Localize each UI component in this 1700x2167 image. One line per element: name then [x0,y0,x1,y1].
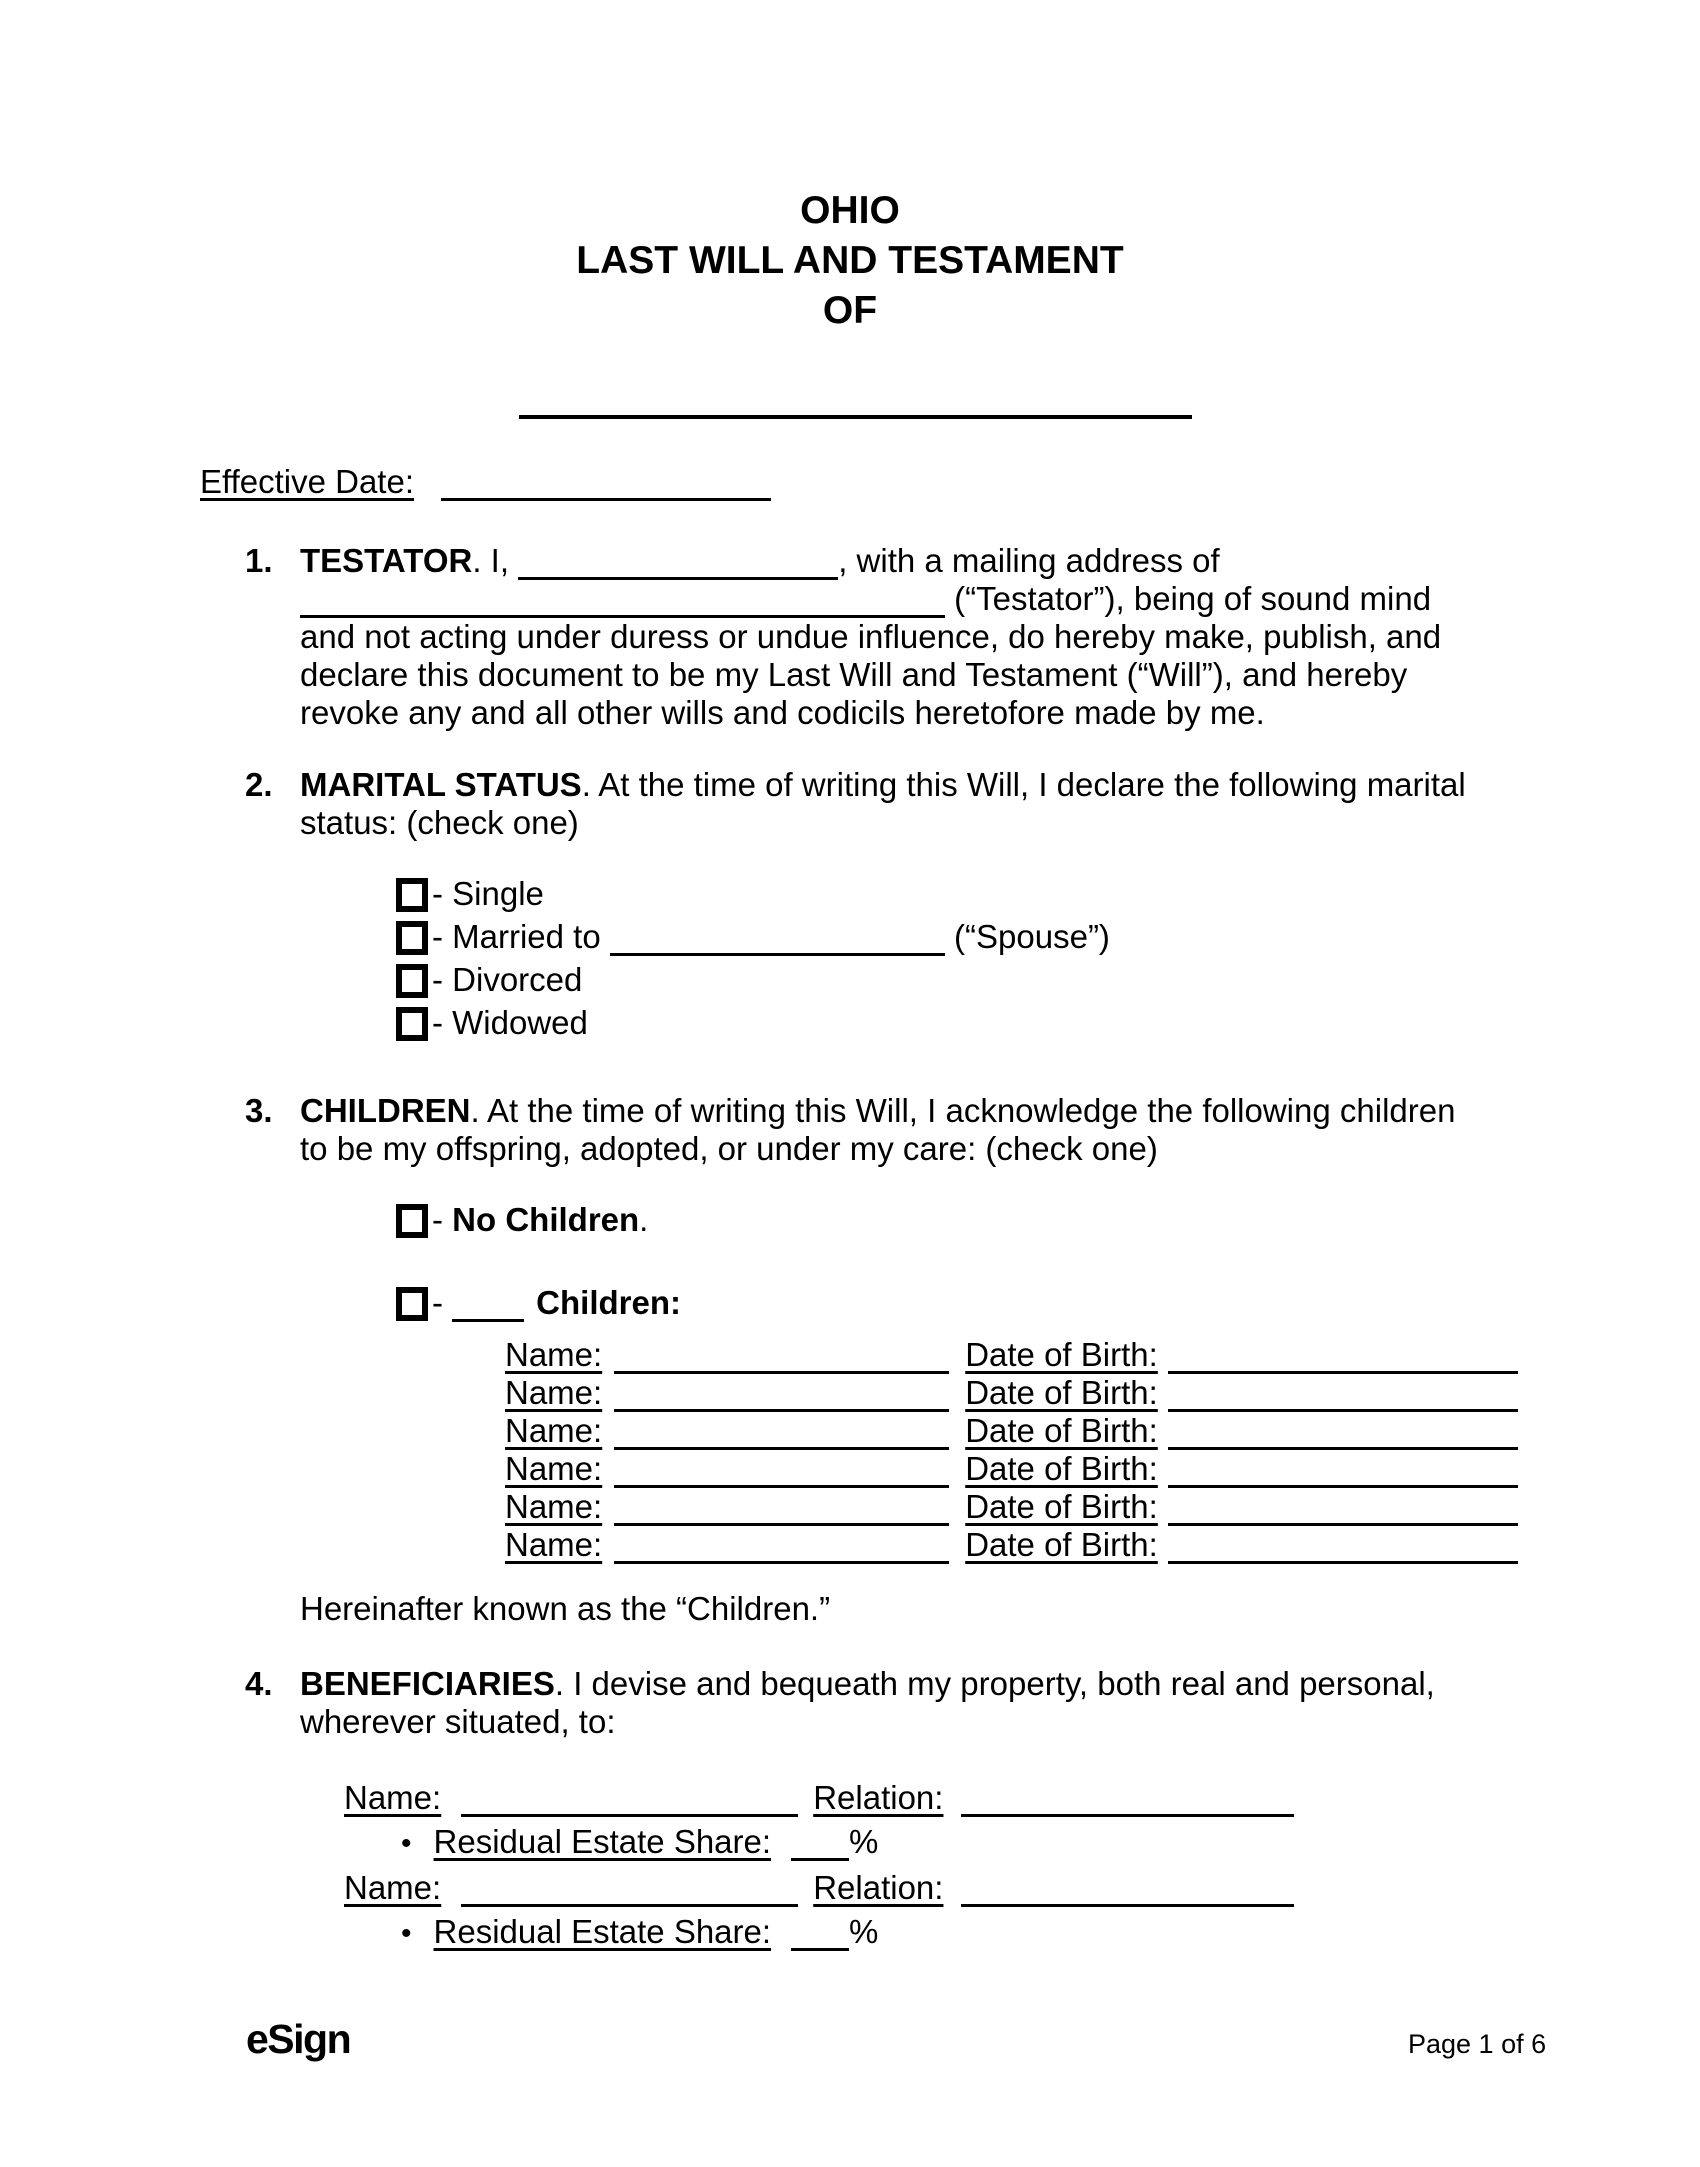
beneficiary-name-label: Name: [344,1779,442,1816]
child-dob-line[interactable] [1168,1367,1518,1374]
child-name-line[interactable] [614,1443,949,1450]
option-widowed: - Widowed [396,1001,1110,1044]
testator-line-3: and not acting under duress or undue influence, do hereby make, publish, and [300,618,1442,655]
section-2-number: 2. [245,766,273,803]
section-2-heading: MARITAL STATUS [300,766,582,803]
child-name-line[interactable] [614,1557,949,1564]
beneficiary-name-line[interactable] [461,1810,798,1817]
beneficiary-share-row [344,1910,1294,1956]
testator-line-5: revoke any and all other wills and codicils heretofore made by me. [300,694,1265,731]
child-dob-label: Date of Birth: [965,1336,1158,1373]
beneficiary-share-row [344,1820,1294,1866]
child-row [505,1450,1518,1488]
child-dob-line[interactable] [1168,1519,1518,1526]
residual-share-label: Residual Estate Share: [433,1913,772,1950]
section-3-body [300,1092,1455,1168]
single-checkbox[interactable] [396,878,428,912]
section-2-body [300,766,1466,842]
child-name-line[interactable] [614,1519,949,1526]
marital-line-2: status: (check one) [300,804,579,841]
child-dob-label: Date of Birth: [965,1374,1158,1411]
no-children-row: - No Children. [396,1198,648,1241]
child-dob-line[interactable] [1168,1405,1518,1412]
marital-line-1: MARITAL STATUS. At the time of writing this Will, I declare the following marital [300,766,1466,803]
child-name-label: Name: [505,1336,603,1373]
child-name-line[interactable] [614,1367,949,1374]
option-married: - Married to (“Spouse”) [396,915,1110,958]
child-row [505,1412,1518,1450]
section-3-number: 3. [245,1092,273,1129]
percent-sign: % [849,1913,879,1950]
child-name-label: Name: [505,1488,603,1525]
count-children-row: - Children: [396,1281,681,1324]
child-name-label: Name: [505,1374,603,1411]
effective-date-row [200,463,771,501]
beneficiary-name-label: Name: [344,1869,442,1906]
residual-share-line[interactable] [791,1854,849,1861]
child-name-line[interactable] [614,1481,949,1488]
children-line-2: to be my offspring, adopted, or under my care: (check one) [300,1130,1158,1167]
child-dob-line[interactable] [1168,1481,1518,1488]
section-1-number: 1. [245,542,273,579]
spouse-name-line[interactable] [610,949,945,956]
testator-name-line[interactable] [519,378,1192,419]
beneficiary-relation-label: Relation: [813,1779,944,1816]
title-of: OF [822,289,878,332]
child-dob-line[interactable] [1168,1443,1518,1450]
testator-name-field-line[interactable] [518,573,838,580]
married-checkbox[interactable] [396,921,428,955]
beneficiaries-list [344,1776,1294,1956]
child-row [505,1488,1518,1526]
marital-status-options [396,872,1110,1044]
bullet-icon: • [401,1827,412,1860]
page-indicator: Page 1 of 6 [1408,2029,1547,2059]
section-4-number: 4. [245,1665,273,1702]
residual-share-line[interactable] [791,1944,849,1951]
child-name-label: Name: [505,1412,603,1449]
child-dob-label: Date of Birth: [965,1412,1158,1449]
section-4-heading: BENEFICIARIES [300,1665,555,1702]
divorced-checkbox[interactable] [396,964,428,998]
percent-sign: % [849,1823,879,1860]
child-row [505,1374,1518,1412]
children-table [505,1336,1518,1564]
title-main: LAST WILL AND TESTAMENT [576,239,1124,282]
child-dob-line[interactable] [1168,1557,1518,1564]
testator-line-1: TESTATOR. I, , with a mailing address of [300,542,1220,579]
title-state: OHIO [800,189,900,232]
option-divorced: - Divorced [396,958,1110,1001]
child-row [505,1526,1518,1564]
residual-share-label: Residual Estate Share: [433,1823,772,1860]
no-children-checkbox[interactable] [396,1204,428,1238]
child-name-line[interactable] [614,1405,949,1412]
section-3-heading: CHILDREN [300,1092,471,1129]
no-children-label: No Children [452,1201,640,1238]
testator-line-2: (“Testator”), being of sound mind [300,580,1441,618]
beneficiaries-line-2: wherever situated, to: [300,1703,616,1740]
section-1-body [300,542,1441,732]
child-dob-label: Date of Birth: [965,1450,1158,1487]
beneficiary-relation-line[interactable] [961,1810,1294,1817]
children-count-label: Children: [536,1284,681,1321]
section-4-body [300,1665,1435,1741]
effective-date-line[interactable] [441,494,771,501]
child-name-label: Name: [505,1450,603,1487]
children-count-line[interactable] [452,1315,524,1322]
beneficiary-relation-line[interactable] [961,1900,1294,1907]
document-title [0,186,1700,336]
esign-logo: eSign [246,2016,351,2062]
child-row [505,1336,1518,1374]
bullet-icon: • [401,1917,412,1950]
hereinafter-note: Hereinafter known as the “Children.” [300,1590,831,1627]
has-children-checkbox[interactable] [396,1287,428,1321]
beneficiary-name-line[interactable] [461,1900,798,1907]
children-line-1: CHILDREN. At the time of writing this Will, I acknowledge the following children [300,1092,1456,1129]
beneficiary-relation-label: Relation: [813,1869,944,1906]
child-dob-label: Date of Birth: [965,1488,1158,1525]
beneficiaries-line-1: BENEFICIARIES. I devise and bequeath my property, both real and personal, [300,1665,1435,1702]
beneficiary-row [344,1776,1294,1820]
beneficiary-row [344,1866,1294,1910]
option-single: - Single [396,872,1110,915]
testator-address-line[interactable] [300,611,945,618]
effective-date-label: Effective Date: [200,463,415,500]
section-1-heading: TESTATOR [300,542,473,579]
testator-line-4: declare this document to be my Last Will and Testament (“Will”), and hereby [300,656,1408,693]
child-name-label: Name: [505,1526,603,1563]
child-dob-label: Date of Birth: [965,1526,1158,1563]
widowed-checkbox[interactable] [396,1007,428,1041]
